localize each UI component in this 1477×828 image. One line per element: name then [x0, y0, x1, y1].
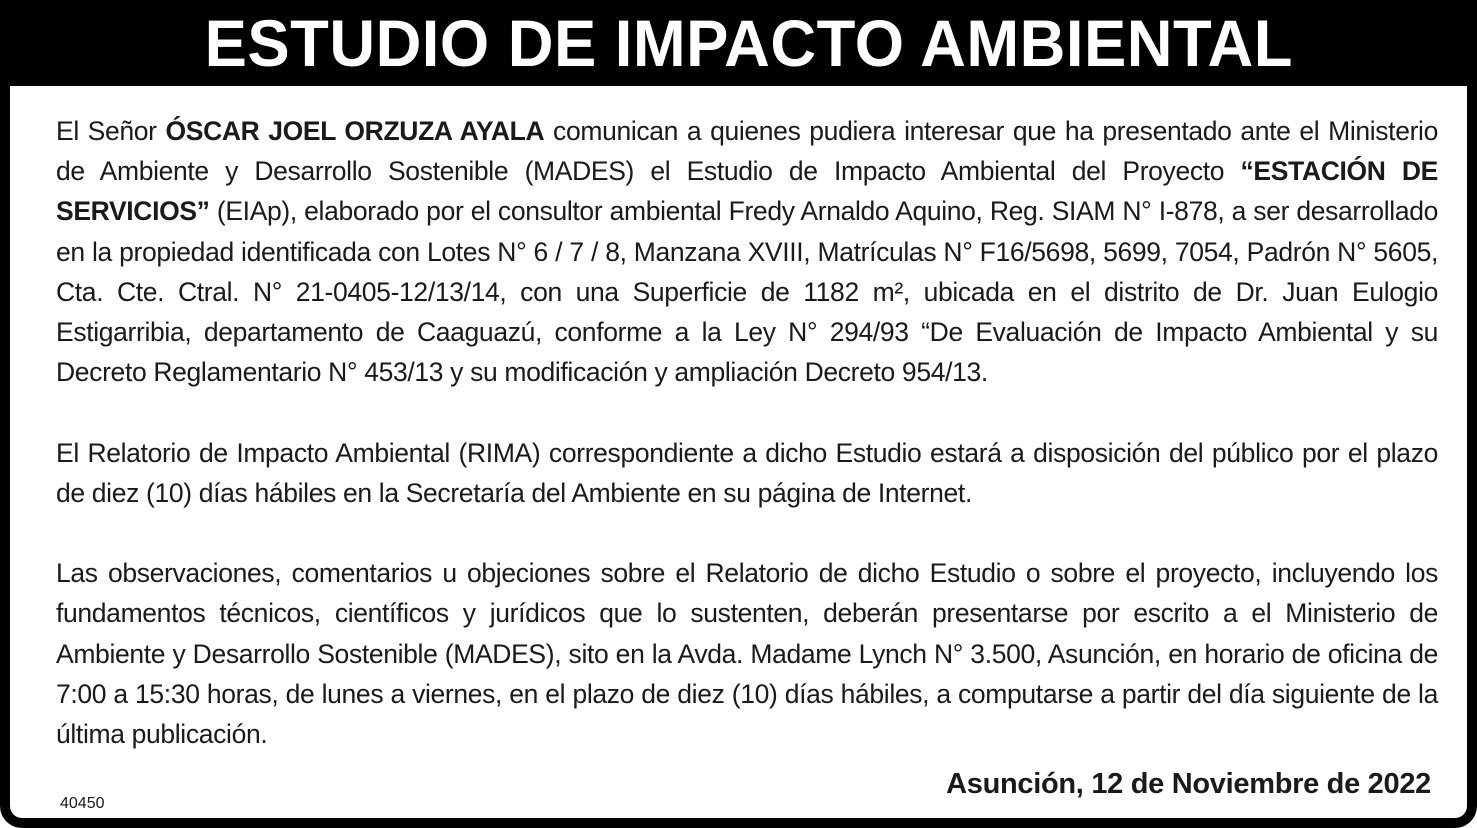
project-name: “ESTACIÓN DE SERVICIOS”: [56, 156, 1438, 227]
paragraph-submission-details: (EIAp), elaborado por el consultor ambiental Fredy Arnaldo Aquino, Reg. SIAM N° I-878, a ser desarrollado en la propiedad identificada con Lotes N° 6 / 7 / 8, Manzana XVIII, Matrículas N° F16/5698, 5699, 7054, Padrón N° 5605, Cta. Cte. Ctral. N° 21-0405-12/13/14, con una Superficie de 1182 m², ubicada en el distrito de Dr. Juan Eulogio Estigarribia, departamento de Caaguazú, conforme a la Ley N° 294/93 “De Evaluación de Impacto Ambiental y su Decreto Reglamentario N° 453/13 y su modificación y ampliación Decreto 954/13.: [56, 196, 1438, 388]
paragraph-observations: Las observaciones, comentarios u objeciones sobre el Relatorio de dicho Estudio o sobre el proyecto, incluyendo los fundamentos técnicos, científicos y jurídicos que lo sustenten, deberán presentarse por escrito a el Ministerio de Ambiente y Desarrollo Sostenible (MADES), sito en la Avda. Madame Lynch N° 3.500, Asunción, en horario de oficina de 7:00 a 15:30 horas, de lunes a viernes, en el plazo de diez (10) días hábiles, a computarse a partir del día siguiente de la última publicación.: [56, 558, 1438, 750]
publication-date: Asunción, 12 de Noviembre de 2022: [946, 768, 1431, 800]
notice-body: [56, 111, 1438, 754]
paragraph-submission-middle: comunican a quienes pudiera interesar que ha presentado ante el Ministerio de Ambiente y Desarrollo Sostenible (MADES) el Estudio de Impacto Ambiental del Proyecto: [56, 116, 1438, 187]
paragraph-rima-availability: El Relatorio de Impacto Ambiental (RIMA) correspondiente a dicho Estudio estará a disposición del público por el plazo de diez (10) días hábiles en la Secretaría del Ambiente en su página de Internet.: [56, 437, 1438, 508]
reference-number: 40450: [60, 795, 105, 812]
notice-header: [10, 0, 1477, 86]
paragraph-submission-intro: El Señor: [56, 116, 166, 146]
notice-title: ESTUDIO DE IMPACTO AMBIENTAL: [204, 6, 1293, 80]
proponent-name: ÓSCAR JOEL ORZUZA AYALA: [165, 116, 545, 146]
paragraph-submission: [56, 111, 1438, 392]
